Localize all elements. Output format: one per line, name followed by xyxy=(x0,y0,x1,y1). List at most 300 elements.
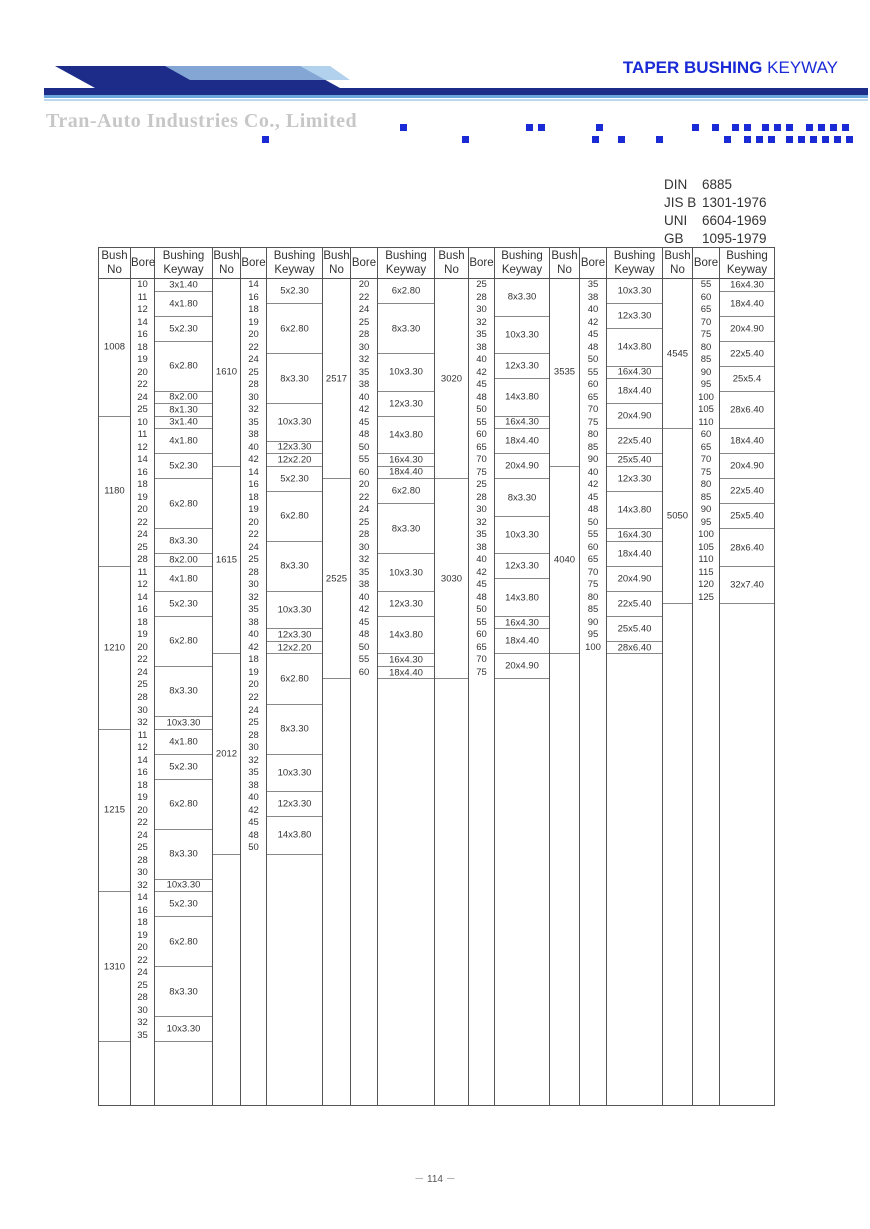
bore-value: 28 xyxy=(476,291,487,303)
bore-value: 40 xyxy=(476,554,487,566)
bore-value: 25 xyxy=(137,404,148,416)
keyway-value: 8x3.30 xyxy=(378,504,434,554)
column-header-bush: Bush No xyxy=(323,248,351,279)
bore-value: 60 xyxy=(587,379,599,391)
bore-value: 75 xyxy=(587,416,599,428)
bore-value: 18 xyxy=(137,779,148,791)
bore-value: 50 xyxy=(587,516,599,528)
bore-value: 42 xyxy=(587,316,599,328)
bore-value: 38 xyxy=(476,541,487,553)
bore-value: 40 xyxy=(248,629,259,641)
bore-value: 38 xyxy=(248,429,259,441)
bore-value: 42 xyxy=(248,804,259,816)
bore-value: 105 xyxy=(698,404,714,416)
bore-value: 25 xyxy=(137,541,148,553)
bore-value: 18 xyxy=(137,479,148,491)
bore-value: 32 xyxy=(137,1017,148,1029)
bore-value: 48 xyxy=(587,341,599,353)
column-header-bore: Bore xyxy=(131,248,155,279)
standards-list xyxy=(664,176,767,248)
bore-value: 32 xyxy=(248,591,259,603)
bore-value: 90 xyxy=(587,616,599,628)
keyway-value: 5x2.30 xyxy=(267,279,322,304)
bore-value: 19 xyxy=(137,491,148,503)
keyway-value: 20x4.90 xyxy=(607,567,662,592)
bore-value: 11 xyxy=(137,566,148,578)
keyway-value: 5x2.30 xyxy=(155,892,212,917)
keyway-value: 8x2.00 xyxy=(155,554,212,567)
bore-value: 75 xyxy=(587,579,599,591)
column-header-keyway: Bushing Keyway xyxy=(720,248,775,279)
bush-number: 5050 xyxy=(663,429,692,604)
bore-value: 55 xyxy=(358,654,370,666)
keyway-value: 12x3.30 xyxy=(267,629,322,642)
column-header-bore: Bore xyxy=(469,248,495,279)
column-header-keyway: Bushing Keyway xyxy=(495,248,550,279)
keyway-value: 28x6.40 xyxy=(607,642,662,655)
bore-value: 90 xyxy=(700,504,712,516)
keyway-value: 32x7.40 xyxy=(720,567,774,605)
bore-value: 38 xyxy=(248,779,259,791)
bore-value: 35 xyxy=(476,329,487,341)
bore-value: 16 xyxy=(137,604,148,616)
page-number: － 114 － xyxy=(414,1174,456,1185)
bore-value: 80 xyxy=(700,341,712,353)
bore-value: 25 xyxy=(137,979,148,991)
bore-value: 125 xyxy=(698,591,714,603)
keyway-value: 8x3.30 xyxy=(155,967,212,1017)
keyway-value: 12x3.30 xyxy=(267,792,322,817)
bore-value: 45 xyxy=(587,329,599,341)
bore-value: 22 xyxy=(137,654,148,666)
column-header-bush: Bush No xyxy=(213,248,241,279)
logo: TAI xyxy=(98,70,145,95)
bore-value: 12 xyxy=(137,304,148,316)
bore-value: 38 xyxy=(358,379,370,391)
bore-value: 60 xyxy=(358,466,370,478)
keyway-value: 10x3.30 xyxy=(155,717,212,730)
bore-value: 18 xyxy=(248,304,259,316)
keyway-value: 4x1.80 xyxy=(155,567,212,592)
bore-value: 95 xyxy=(587,629,599,641)
bore-value: 24 xyxy=(248,541,259,553)
bore-value: 28 xyxy=(476,491,487,503)
bore-value: 42 xyxy=(248,641,259,653)
bore-value: 32 xyxy=(358,354,370,366)
bore-value: 40 xyxy=(587,466,599,478)
bore-value: 25 xyxy=(358,516,370,528)
keyway-value: 12x3.30 xyxy=(378,392,434,417)
bush-number: 1210 xyxy=(99,567,130,730)
standard-row: DIN 6885 xyxy=(664,177,733,192)
keyway-value: 12x3.30 xyxy=(495,354,549,379)
bore-value: 28 xyxy=(358,329,370,341)
bore-value: 48 xyxy=(358,629,370,641)
bore-value: 14 xyxy=(248,466,259,478)
bore-value: 85 xyxy=(700,491,712,503)
bore-value: 70 xyxy=(476,654,487,666)
bore-value: 50 xyxy=(476,604,487,616)
bore-value: 50 xyxy=(358,441,370,453)
bore-value: 60 xyxy=(700,291,712,303)
bore-value: 100 xyxy=(585,641,601,653)
bore-value: 42 xyxy=(476,366,487,378)
bore-value: 70 xyxy=(476,454,487,466)
keyway-value: 22x5.40 xyxy=(720,342,774,367)
bore-value: 55 xyxy=(476,416,487,428)
keyway-value: 25x5.40 xyxy=(607,454,662,467)
bore-value: 45 xyxy=(358,616,370,628)
keyway-value: 22x5.40 xyxy=(720,479,774,504)
bore-value: 35 xyxy=(587,279,599,290)
column-header-keyway: Bushing Keyway xyxy=(378,248,435,279)
bore-value: 28 xyxy=(248,729,259,741)
keyway-value: 16x4.30 xyxy=(607,367,662,380)
bush-number: 1180 xyxy=(99,417,130,567)
column-header-keyway: Bushing Keyway xyxy=(155,248,213,279)
bore-value: 24 xyxy=(248,354,259,366)
bore-value: 50 xyxy=(587,354,599,366)
keyway-value: 18x4.40 xyxy=(495,429,549,454)
bore-value: 45 xyxy=(587,491,599,503)
keyway-value: 12x3.30 xyxy=(267,442,322,455)
bore-value: 48 xyxy=(476,391,487,403)
keyway-value: 18x4.40 xyxy=(495,629,549,654)
bore-value: 19 xyxy=(137,929,148,941)
keyway-value: 6x2.80 xyxy=(155,780,212,830)
bore-value: 20 xyxy=(358,479,370,491)
keyway-value: 20x4.90 xyxy=(607,404,662,429)
bush-number: 1310 xyxy=(99,892,130,1042)
bore-value: 32 xyxy=(248,754,259,766)
bore-value: 24 xyxy=(137,529,148,541)
bore-value: 25 xyxy=(137,842,148,854)
keyway-value: 8x2.00 xyxy=(155,392,212,405)
company-name: Tran-Auto Industries Co., Limited xyxy=(46,110,358,132)
bore-value: 10 xyxy=(137,416,148,428)
keyway-value: 4x1.80 xyxy=(155,730,212,755)
keyway-value: 8x3.30 xyxy=(155,667,212,717)
keyway-value: 6x2.80 xyxy=(267,492,322,542)
keyway-value: 5x2.30 xyxy=(155,454,212,479)
bore-value: 105 xyxy=(698,541,714,553)
bore-value: 60 xyxy=(476,629,487,641)
keyway-value: 14x3.80 xyxy=(607,492,662,530)
bore-value: 100 xyxy=(698,529,714,541)
bore-value: 95 xyxy=(700,516,712,528)
bore-value: 24 xyxy=(358,304,370,316)
keyway-value: 12x3.30 xyxy=(378,592,434,617)
keyway-value: 16x4.30 xyxy=(378,654,434,667)
bore-value: 90 xyxy=(700,366,712,378)
keyway-value: 5x2.30 xyxy=(155,592,212,617)
bore-value: 85 xyxy=(587,441,599,453)
bush-number: 2012 xyxy=(213,654,240,854)
bore-value: 30 xyxy=(358,541,370,553)
keyway-value: 6x2.80 xyxy=(378,279,434,304)
bore-value: 45 xyxy=(476,379,487,391)
keyway-value: 20x4.90 xyxy=(495,654,549,679)
bore-value: 22 xyxy=(248,692,259,703)
bore-value: 24 xyxy=(137,391,148,403)
bore-value: 35 xyxy=(248,416,259,428)
keyway-value: 12x3.30 xyxy=(607,304,662,329)
keyway-value: 12x2.20 xyxy=(267,454,322,467)
keyway-value: 12x3.30 xyxy=(607,467,662,492)
bore-value: 38 xyxy=(358,579,370,591)
keyway-value: 20x4.90 xyxy=(720,454,774,479)
standard-row: GB 1095-1979 xyxy=(664,231,767,246)
bore-value: 75 xyxy=(700,466,712,478)
bore-value: 14 xyxy=(137,892,148,904)
column-header-bush: Bush No xyxy=(550,248,580,279)
bore-value: 22 xyxy=(137,516,148,528)
bore-value: 70 xyxy=(587,404,599,416)
bore-value: 25 xyxy=(476,279,487,290)
bore-value: 30 xyxy=(137,704,148,716)
bore-value: 12 xyxy=(137,742,148,754)
bore-value: 16 xyxy=(137,329,148,341)
bore-value: 70 xyxy=(587,566,599,578)
bore-value: 90 xyxy=(587,454,599,466)
bore-value: 38 xyxy=(248,616,259,628)
bore-value: 20 xyxy=(137,504,148,516)
keyway-value: 16x4.30 xyxy=(607,529,662,542)
keyway-value: 3x1.40 xyxy=(155,417,212,430)
keyway-value: 18x4.40 xyxy=(607,542,662,567)
bore-value: 115 xyxy=(698,566,714,578)
bore-value: 30 xyxy=(476,504,487,516)
bore-value: 50 xyxy=(248,842,259,854)
keyway-value: 10x3.30 xyxy=(267,755,322,793)
bore-value: 40 xyxy=(587,304,599,316)
keyway-value: 6x2.80 xyxy=(267,304,322,354)
keyway-value: 16x4.30 xyxy=(495,617,549,630)
keyway-value: 25x5.40 xyxy=(607,617,662,642)
keyway-value: 8x3.30 xyxy=(155,529,212,554)
bore-value: 18 xyxy=(137,917,148,929)
bore-value: 70 xyxy=(700,454,712,466)
bore-value: 50 xyxy=(476,404,487,416)
bore-value: 18 xyxy=(137,616,148,628)
bore-value: 22 xyxy=(137,379,148,391)
bore-value: 35 xyxy=(476,529,487,541)
bore-value: 65 xyxy=(587,554,599,566)
bore-value: 55 xyxy=(476,616,487,628)
keyway-value: 3x1.40 xyxy=(155,279,212,292)
keyway-value: 14x3.80 xyxy=(495,379,549,417)
keyway-value: 12x3.30 xyxy=(495,554,549,579)
keyway-value: 14x3.80 xyxy=(495,579,549,617)
keyway-value: 14x3.80 xyxy=(267,817,322,855)
bore-value: 30 xyxy=(137,1004,148,1016)
keyway-value: 10x3.30 xyxy=(267,592,322,630)
keyway-value: 10x3.30 xyxy=(267,404,322,442)
keyway-value: 25x5.40 xyxy=(720,504,774,529)
bore-value: 38 xyxy=(476,341,487,353)
keyway-value: 16x4.30 xyxy=(720,279,774,292)
bore-value: 70 xyxy=(700,316,712,328)
bore-value: 35 xyxy=(248,767,259,779)
bore-value: 30 xyxy=(476,304,487,316)
bore-value: 25 xyxy=(248,554,259,566)
bore-value: 22 xyxy=(137,954,148,966)
bore-value: 20 xyxy=(248,679,259,691)
bore-value: 11 xyxy=(137,729,148,741)
bore-value: 60 xyxy=(587,541,599,553)
bore-value: 95 xyxy=(700,379,712,391)
bore-value: 38 xyxy=(587,291,599,303)
column-header-bore: Bore xyxy=(580,248,607,279)
bore-value: 25 xyxy=(248,366,259,378)
keyway-value: 5x2.30 xyxy=(267,467,322,492)
bore-value: 16 xyxy=(137,466,148,478)
keyway-value: 18x4.40 xyxy=(720,292,774,317)
keyway-value: 10x3.30 xyxy=(607,279,662,304)
bush-number: 3030 xyxy=(435,479,468,679)
keyway-value: 18x4.40 xyxy=(378,467,434,480)
bore-value: 35 xyxy=(137,1029,148,1041)
bore-value: 40 xyxy=(248,792,259,804)
bush-number: 2525 xyxy=(323,479,350,679)
bore-value: 25 xyxy=(248,717,259,729)
bore-value: 25 xyxy=(476,479,487,491)
keyway-value: 4x1.80 xyxy=(155,429,212,454)
bore-value: 22 xyxy=(358,291,370,303)
keyway-value: 25x5.4 xyxy=(720,367,774,392)
keyway-value: 8x3.30 xyxy=(267,705,322,755)
keyway-value: 8x3.30 xyxy=(267,542,322,592)
bore-value: 40 xyxy=(358,591,370,603)
bore-value: 30 xyxy=(248,391,259,403)
keyway-value: 22x5.40 xyxy=(607,592,662,617)
standard-row: JIS B 1301-1976 xyxy=(664,195,767,210)
bore-value: 14 xyxy=(137,591,148,603)
bore-value: 11 xyxy=(137,291,148,303)
bore-value: 24 xyxy=(137,666,148,678)
keyway-value: 20x4.90 xyxy=(720,317,774,342)
keyway-value: 16x4.30 xyxy=(495,417,549,430)
bore-value: 25 xyxy=(137,679,148,691)
bore-value: 12 xyxy=(137,579,148,591)
bore-value: 42 xyxy=(358,604,370,616)
keyway-value: 20x4.90 xyxy=(495,454,549,479)
bore-value: 22 xyxy=(248,341,259,353)
bore-value: 30 xyxy=(248,742,259,754)
bore-value: 32 xyxy=(476,516,487,528)
bush-number: 2517 xyxy=(323,279,350,479)
column-header-bush: Bush No xyxy=(99,248,131,279)
keyway-value: 10x3.30 xyxy=(378,354,434,392)
bush-number: 1008 xyxy=(99,279,130,417)
keyway-value: 22x5.40 xyxy=(607,429,662,454)
bore-value: 50 xyxy=(358,641,370,653)
bore-value: 45 xyxy=(358,416,370,428)
bore-value: 40 xyxy=(248,441,259,453)
bore-value: 22 xyxy=(248,529,259,541)
bore-value: 19 xyxy=(137,792,148,804)
column-header-bush: Bush No xyxy=(435,248,469,279)
bore-value: 24 xyxy=(358,504,370,516)
bore-value: 32 xyxy=(137,879,148,891)
bore-value: 20 xyxy=(248,329,259,341)
bore-value: 16 xyxy=(248,479,259,491)
keyway-value: 10x3.30 xyxy=(155,880,212,893)
bore-value: 75 xyxy=(476,666,487,678)
bore-value: 65 xyxy=(587,391,599,403)
keyway-value: 8x1.30 xyxy=(155,404,212,417)
column-header-keyway: Bushing Keyway xyxy=(607,248,663,279)
keyway-value: 8x3.30 xyxy=(378,304,434,354)
bore-value: 35 xyxy=(358,366,370,378)
bore-value: 75 xyxy=(476,466,487,478)
bore-value: 45 xyxy=(476,579,487,591)
bore-value: 28 xyxy=(137,854,148,866)
bore-value: 11 xyxy=(137,429,148,441)
bore-value: 55 xyxy=(587,366,599,378)
keyway-value: 6x2.80 xyxy=(155,617,212,667)
keyway-value: 6x2.80 xyxy=(378,479,434,504)
bore-value: 28 xyxy=(248,566,259,578)
bore-value: 16 xyxy=(137,904,148,916)
bore-value: 28 xyxy=(137,992,148,1004)
bore-value: 42 xyxy=(476,566,487,578)
bore-value: 40 xyxy=(476,354,487,366)
bush-number: 1615 xyxy=(213,467,240,655)
bore-value: 14 xyxy=(248,279,259,290)
bore-value: 60 xyxy=(476,429,487,441)
bore-value: 120 xyxy=(698,579,714,591)
bush-number: 4545 xyxy=(663,279,692,429)
keyway-value: 6x2.80 xyxy=(155,479,212,529)
keyway-value: 14x3.80 xyxy=(378,617,434,655)
keyway-value: 14x3.80 xyxy=(378,417,434,455)
bore-value: 42 xyxy=(358,404,370,416)
bore-value: 45 xyxy=(248,817,259,829)
keyway-value: 18x4.40 xyxy=(720,429,774,454)
bush-number: 4040 xyxy=(550,467,579,655)
keyway-value: 10x3.30 xyxy=(155,1017,212,1042)
keyway-value: 10x3.30 xyxy=(378,554,434,592)
bore-value: 20 xyxy=(358,279,370,290)
bore-value: 85 xyxy=(587,604,599,616)
keyway-value: 6x2.80 xyxy=(267,654,322,704)
bore-value: 42 xyxy=(248,454,259,466)
bore-value: 30 xyxy=(248,579,259,591)
bore-value: 60 xyxy=(700,429,712,441)
keyway-value: 18x4.40 xyxy=(607,379,662,404)
bore-value: 48 xyxy=(476,591,487,603)
bore-value: 65 xyxy=(476,641,487,653)
bore-value: 40 xyxy=(358,391,370,403)
bore-value: 24 xyxy=(248,704,259,716)
bore-value: 24 xyxy=(137,829,148,841)
bore-value: 18 xyxy=(248,654,259,666)
bore-value: 35 xyxy=(248,604,259,616)
bore-value: 110 xyxy=(698,416,714,428)
bore-value: 14 xyxy=(137,316,148,328)
keyway-value: 10x3.30 xyxy=(495,517,549,555)
keyway-value: 18x4.40 xyxy=(378,667,434,680)
keyway-value: 16x4.30 xyxy=(378,454,434,467)
keyway-value: 12x2.20 xyxy=(267,642,322,655)
bore-value: 110 xyxy=(698,554,714,566)
bush-number: 3535 xyxy=(550,279,579,467)
bore-value: 20 xyxy=(137,641,148,653)
bush-number: 1215 xyxy=(99,730,130,893)
keyway-value: 28x6.40 xyxy=(720,392,774,430)
keyway-value: 5x2.30 xyxy=(155,755,212,780)
